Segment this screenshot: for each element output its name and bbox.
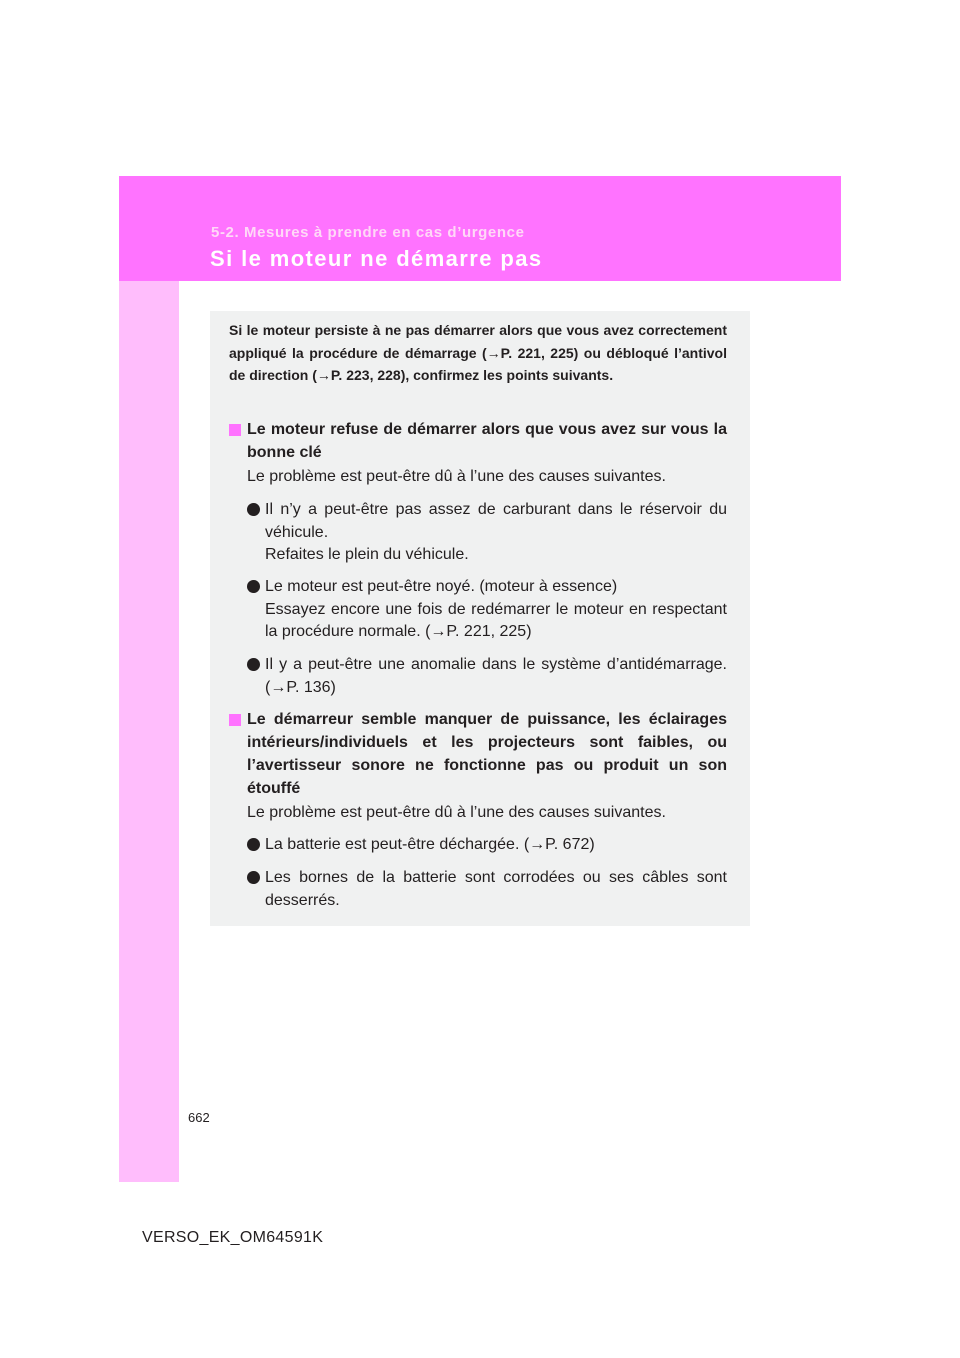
square-marker-icon [229, 714, 241, 726]
square-marker-icon [229, 424, 241, 436]
list-item-text: Les bornes de la batterie sont corrodées ou ses câbles sont desserrés. [265, 869, 727, 909]
section-heading-2 [229, 708, 727, 800]
document-code: VERSO_EK_OM64591K [142, 1229, 324, 1246]
list-item [247, 654, 727, 699]
page-title: Si le moteur ne démarre pas [210, 246, 543, 271]
list-item-text: Il n’y a peut-être pas assez de carburant dans le réservoir du véhicule. [265, 501, 727, 541]
list-item-text: Il y a peut-être une anomalie dans le système d’antidémarrage. (→P. 136) [265, 656, 727, 696]
list-item [247, 867, 727, 912]
section-lead: Le problème est peut-être dû à l’une des causes suivantes. [247, 468, 666, 485]
bullet-icon [247, 503, 260, 516]
list-item-action: Essayez encore une fois de redémarrer le moteur en respectant la procédure normale. (→P. 221, 225) [265, 600, 727, 640]
list-item [247, 499, 727, 567]
section-heading-1 [229, 418, 727, 464]
bullet-icon [247, 658, 260, 671]
bullet-icon [247, 871, 260, 884]
side-tab [119, 281, 179, 1182]
intro-text: Si le moteur persiste à ne pas démarrer alors que vous avez correctement appliqué la procédure de démarrage (→P. 221, 225) ou débloqué l’antivol de direction (→P. 223, 228), confirmez les points suivants. [229, 322, 727, 383]
list-item [247, 576, 727, 644]
list-item [247, 834, 727, 857]
section-heading-text: Le moteur refuse de démarrer alors que vous avez sur vous la bonne clé [247, 421, 727, 461]
page-number: 662 [188, 1110, 210, 1125]
list-item-action: Refaites le plein du véhicule. [265, 546, 469, 563]
section-heading-text: Le démarreur semble manquer de puissance, les éclairages intérieurs/individuels et les projecteurs sont faibles, ou l’avertisseur sonore ne fonctionne pas ou produit un son étouffé [247, 711, 727, 797]
bullet-icon [247, 838, 260, 851]
section-lead: Le problème est peut-être dû à l’une des causes suivantes. [247, 804, 666, 821]
section-label: 5-2. Mesures à prendre en cas d’urgence [211, 224, 525, 241]
list-item-text: La batterie est peut-être déchargée. (→P. 672) [265, 836, 595, 853]
bullet-icon [247, 580, 260, 593]
list-item-text: Le moteur est peut-être noyé. (moteur à essence) [265, 578, 618, 595]
